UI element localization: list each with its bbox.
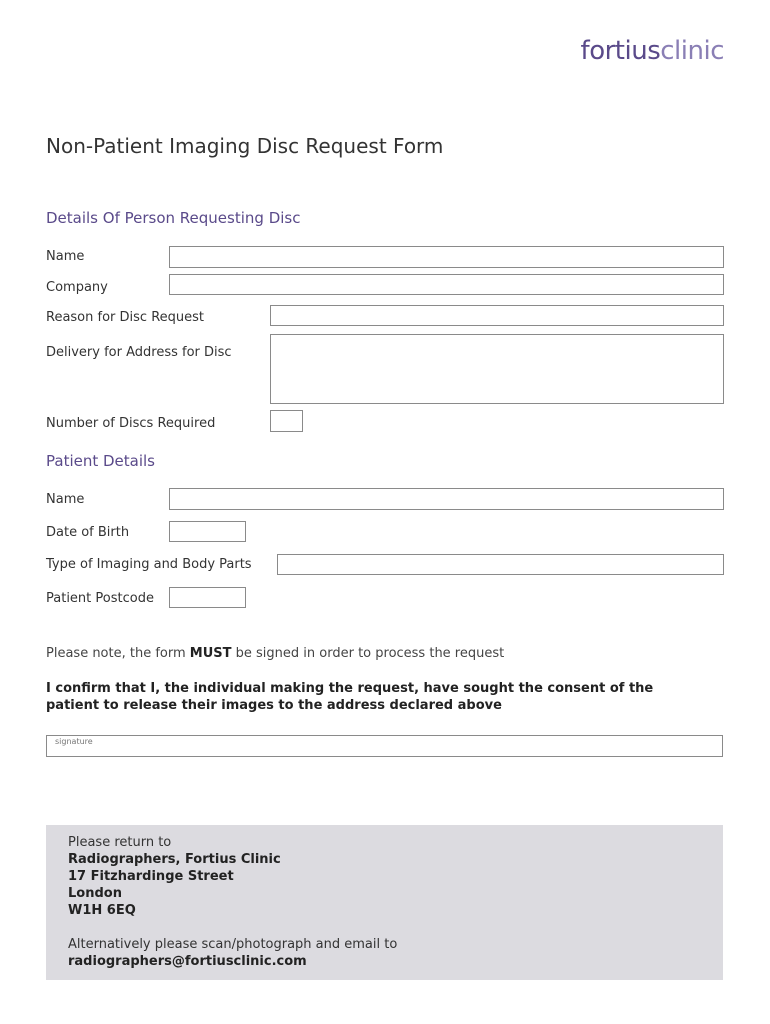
return-street: 17 Fitzhardinge Street [68, 869, 234, 884]
return-city: London [68, 886, 122, 901]
reason-label: Reason for Disc Request [46, 310, 204, 325]
return-alt-text: Alternatively please scan/photograph and email to [68, 937, 398, 952]
delivery-address-label: Delivery for Address for Disc [46, 345, 232, 360]
reason-field[interactable] [270, 305, 724, 326]
delivery-address-field[interactable] [270, 334, 724, 404]
logo-text-bold: fortius [580, 36, 661, 66]
discs-required-label: Number of Discs Required [46, 416, 216, 431]
discs-required-field[interactable] [270, 410, 303, 432]
patient-name-field[interactable] [169, 488, 724, 510]
notice-emphasis: MUST [189, 646, 232, 661]
company-field[interactable] [169, 274, 724, 295]
requester-name-label: Name [46, 249, 85, 264]
consent-statement: I confirm that I, the individual making the request, have sought the consent of the patient to release their images to the address declared above [46, 681, 654, 713]
patient-name-label: Name [46, 492, 85, 507]
signature-field[interactable] [46, 735, 723, 757]
notice-prefix: Please note, the form [46, 646, 190, 661]
requester-name-field[interactable] [169, 246, 724, 268]
patient-section-heading: Patient Details [46, 452, 155, 470]
logo-text-light: clinic [660, 36, 724, 66]
notice-suffix: be signed in order to process the request [231, 646, 505, 661]
return-email[interactable]: radiographers@fortiusclinic.com [68, 954, 307, 969]
return-recipient: Radiographers, Fortius Clinic [68, 852, 281, 867]
return-address-panel [46, 825, 723, 980]
fortius-clinic-logo [581, 38, 724, 64]
dob-field[interactable] [169, 521, 246, 542]
postcode-field[interactable] [169, 587, 246, 608]
form-title: Non-Patient Imaging Disc Request Form [46, 134, 444, 158]
signature-notice [46, 646, 504, 661]
postcode-label: Patient Postcode [46, 591, 154, 606]
company-label: Company [46, 280, 108, 295]
imaging-type-label: Type of Imaging and Body Parts [46, 557, 252, 572]
dob-label: Date of Birth [46, 525, 130, 540]
return-intro: Please return to [68, 835, 172, 850]
return-postcode: W1H 6EQ [68, 903, 136, 918]
signature-label: signature [55, 737, 93, 746]
requester-section-heading: Details Of Person Requesting Disc [46, 209, 301, 227]
imaging-type-field[interactable] [277, 554, 724, 575]
